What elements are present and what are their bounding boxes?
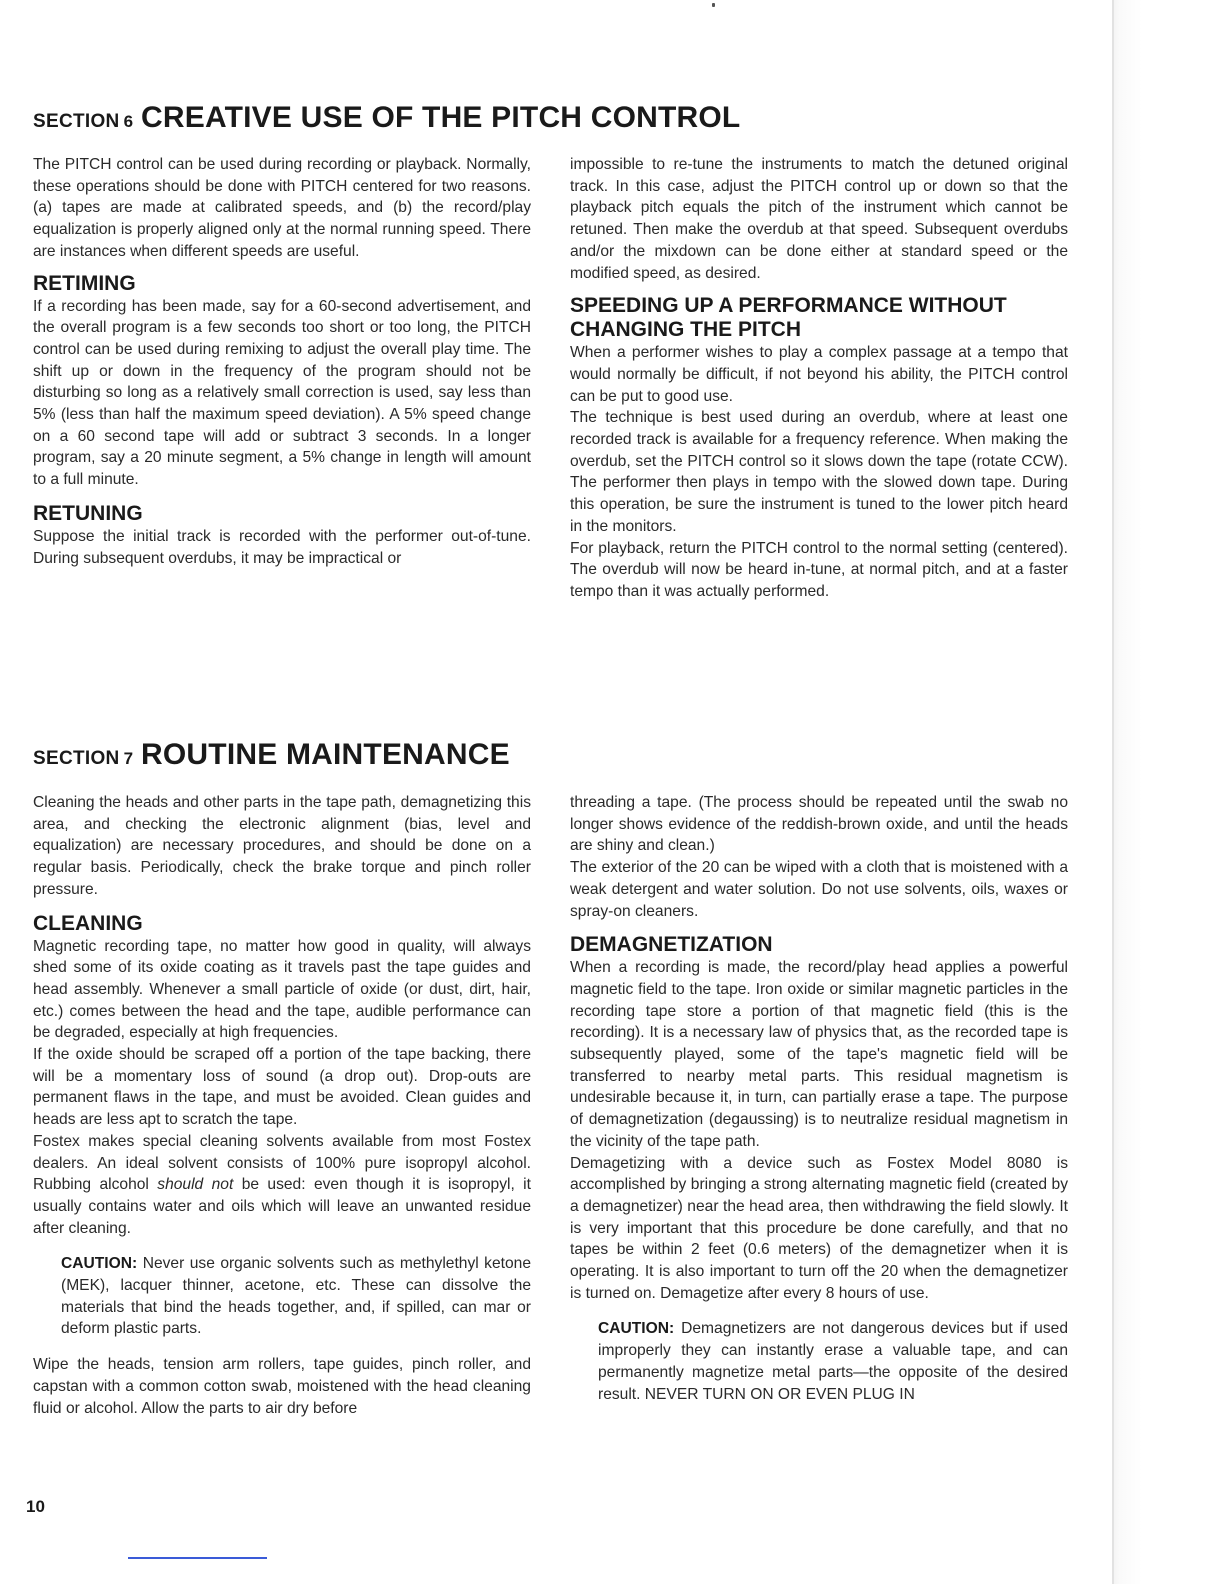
cleaning-caution (33, 1253, 531, 1340)
cleaning-paragraph-1: Magnetic recording tape, no matter how good in quality, will always shed some of its oxide coating as it travels past the tape guides and head assembly. Whenever a small particle of oxide (or dust, dirt, hair, etc.) comes between the head and the tape, audible performance can be degraded, especially at high frequencies. (33, 937, 531, 1042)
wipe-instructions: Wipe the heads, tension arm rollers, tape guides, pinch roller, and capstan with a common cotton swab, moistened with the head cleaning fluid or alcohol. Allow the parts to air dry before (33, 1356, 531, 1417)
section-7-intro: Cleaning the heads and other parts in the tape path, demagnetizing this area, and checking the electronic alignment (bias, level and equalization) are necessary procedures, and should be done on a regular basis. Periodically, check the brake torque and pinch roller pressure. (33, 794, 531, 898)
section-7-heading (33, 738, 510, 772)
section-7-right-column (570, 792, 1068, 1405)
section-6-right-column (570, 154, 1068, 603)
exterior-cleaning: The exterior of the 20 can be wiped with a cloth that is moistened with a weak detergent and water solution. Do not use solvents, oils, waxes or spray-on cleaners. (570, 859, 1068, 920)
caution-text: Demagnetizers are not dangerous devices but if used improperly they can instantly erase a valuable tape, and can permanently magnetize metal parts—the opposite of the desired result. NEVER TURN ON OR EVEN PLUG IN (598, 1320, 1068, 1403)
caution-text: Never use organic solvents such as methylethyl ketone (MEK), lacquer thinner, acetone, etc. These can dissolve the materials that bind the heads together, and, if spilled, can mar or deform plastic parts. (61, 1255, 531, 1338)
section-label: SECTION (33, 748, 120, 769)
section-number: 6 (123, 112, 134, 131)
demagnetization-heading: DEMAGNETIZATION (570, 933, 773, 957)
scan-speck (712, 3, 715, 7)
emphasis-should-not: should not (157, 1176, 234, 1194)
section-title: ROUTINE MAINTENANCE (141, 738, 510, 771)
cleaning-heading: CLEANING (33, 911, 143, 935)
section-6-left-column (33, 154, 531, 569)
cleaning-paragraph-2: If the oxide should be scraped off a portion of the tape backing, there will be a momentary loss of sound (a drop out). Drop-outs are permanent flaws in the tape, and must be avoided. Clean guides and heads are less apt to scratch the tape. (33, 1046, 531, 1129)
wipe-instructions-continued: threading a tape. (The process should be repeated until the swab no longer shows evidence of the reddish-brown oxide, and until the heads are shiny and clean.) (570, 794, 1068, 855)
retiming-body: If a recording has been made, say for a 60-second advertisement, and the overall program is a few seconds too short or too long, the PITCH control can be used during remixing to adjust the overall play time. The shift up or down in the frequency of the program should not be disturbing so long as a relatively small correction is used, say less than 5% (less than half the maximum speed deviation). A 5% speed change on a 60 second tape will add or subtract 3 seconds. In a longer program, say a 20 minute segment, a 5% change in length will amount to a full minute. (33, 297, 531, 489)
page-edge-shadow (1112, 0, 1224, 1584)
speeding-heading-line-1: SPEEDING UP A PERFORMANCE WITHOUT (570, 294, 1007, 318)
speeding-paragraph-3: For playback, return the PITCH control to the normal setting (centered). The overdub will now be heard in-tune, at normal pitch, and at a faster tempo than it was actually performed. (570, 539, 1068, 600)
caution-label: CAUTION: (61, 1255, 138, 1273)
solvent-text: Fostex makes special cleaning solvents available from most Fostex dealers. An ideal solvent consists of 100% pure isopropyl alcohol. Rubbing alcohol (33, 1132, 531, 1194)
decorative-blue-line (128, 1557, 267, 1559)
section-number: 7 (123, 749, 134, 768)
solvent-text-end: be used: even though it is isopropyl, it usually contains water and oils which will leave an unwanted residue after cleaning. (33, 1176, 531, 1237)
retuning-body-start: Suppose the initial track is recorded with the performer out-of-tune. During subsequent overdubs, it may be impractical or (33, 527, 531, 567)
page-number: 10 (26, 1497, 45, 1516)
retiming-heading: RETIMING (33, 271, 136, 295)
retuning-heading: RETUNING (33, 501, 143, 525)
caution-label: CAUTION: (598, 1320, 675, 1338)
demagnetizer-caution (570, 1318, 1068, 1405)
cleaning-paragraph-3 (33, 1131, 531, 1240)
retuning-body-continued: impossible to re-tune the instruments to match the detuned original track. In this case, adjust the PITCH control up or down so that the playback pitch equals the pitch of the instrument which cannot be retuned. Then make the overdub at that speed. Subsequent overdubs and/or the mixdown can be done either at standard speed or the modified speed, as desired. (570, 156, 1068, 282)
demagnetization-paragraph-2: Demagetizing with a device such as Fostex Model 8080 is accomplished by bringing a strong alternating magnetic field (created by a demagnetizer) near the head area, then withdrawing the field slowly. It is very important that this procedure be done carefully, and that no tapes be within 2 feet (0.6 meters) of the demagnetizer when it is operating. It is also important to turn off the 20 when the demagnetizer is turned on. Demagetize after every 8 hours of use. (570, 1154, 1068, 1302)
section-7-left-column (33, 792, 531, 1419)
section-6-heading (33, 101, 740, 135)
section-title: CREATIVE USE OF THE PITCH CONTROL (141, 101, 741, 134)
speeding-paragraph-1: When a performer wishes to play a complex passage at a tempo that would normally be difficult, if not beyond his ability, the PITCH control can be put to good use. (570, 344, 1068, 405)
speeding-heading-line-2: CHANGING THE PITCH (570, 318, 801, 342)
demagnetization-paragraph-1: When a recording is made, the record/play head applies a powerful magnetic field to the tape. Iron oxide or similar magnetic particles in the recording tape store a portion of that magnetic field (this is the recording). It is a necessary law of physics that, as the recorded tape is subsequently played, some of the tape's magnetic field will be transferred to nearby metal parts. This residual magnetism is undesirable because it, in turn, can partially erase a tape. The purpose of demagnetization (degaussing) is to neutralize residual magnetism in the vicinity of the tape path. (570, 959, 1068, 1150)
section-6-intro: The PITCH control can be used during recording or playback. Normally, these operations should be done with PITCH centered for two reasons. (a) tapes are made at calibrated speeds, and (b) the record/play equalization is properly aligned only at the normal running speed. There are instances when different speeds are useful. (33, 156, 531, 260)
section-label: SECTION (33, 111, 120, 132)
speeding-paragraph-2: The technique is best used during an overdub, where at least one recorded track is available for a frequency reference. When making the overdub, set the PITCH control so it slows down the tape (rotate CCW). The performer then plays in tempo with the slowed down tape. During this operation, be sure the instrument is tuned to the lower pitch heard in the monitors. (570, 409, 1068, 535)
